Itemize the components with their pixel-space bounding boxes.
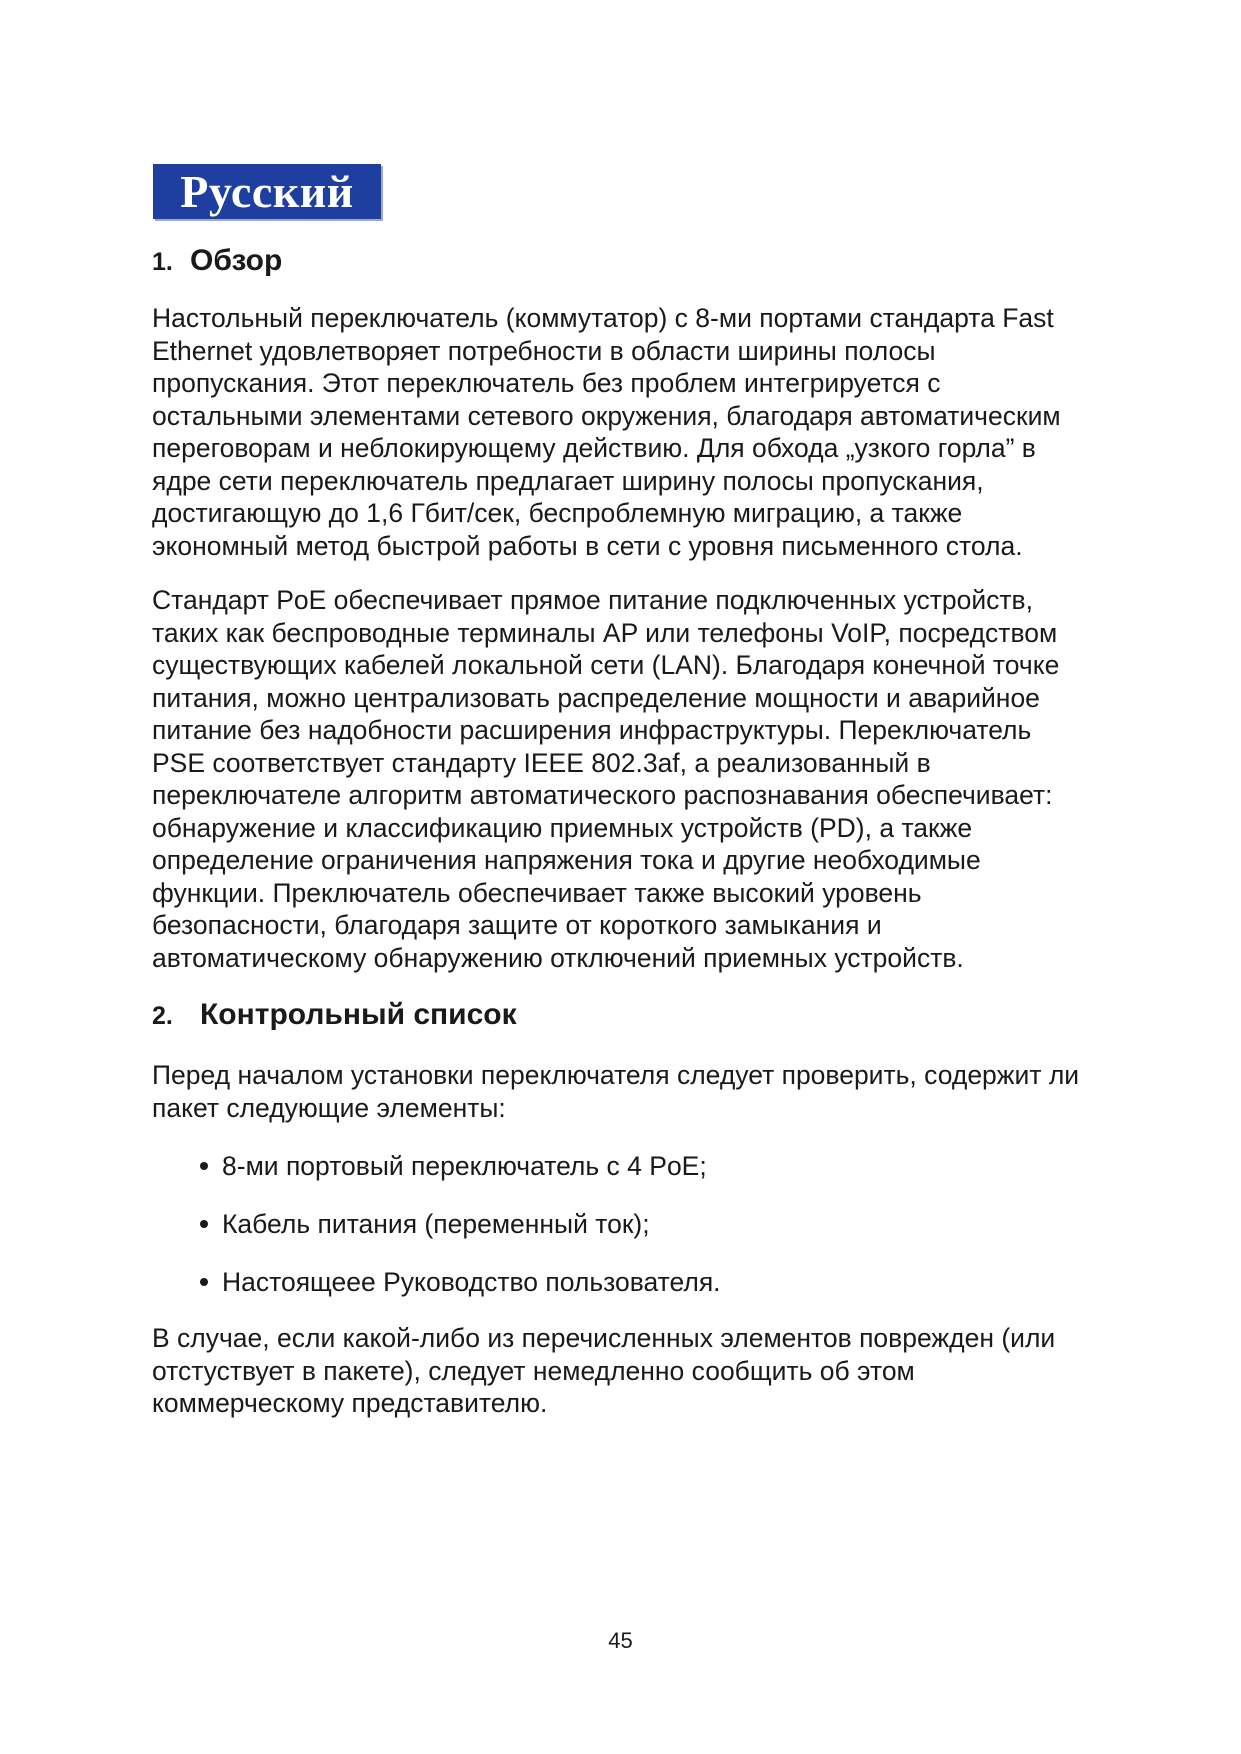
section-title: Контрольный список xyxy=(200,998,517,1031)
poe-paragraph: Стандарт PoE обеспечивает прямое питание подключенных устройств, таких как беспроводные терминалы AP или телефоны VoIP, посредством существующих кабелей локальной сети (LAN). Благодаря конечной точке питания, можно централизовать распределение мощности и аварийное питание без надобности расширения инфраструктуры. Переключатель PSE соответствует стандарту IEEE 802.3af, а реализованный в переключателе алгоритм автоматического распознавания обеспечивает: обнаружение и классификацию приемных устройств (PD), а также определение ограничения напряжения тока и другие необходимые функции. Преключатель обеспечивает также высокий уровень безопасности, благодаря защите от короткого замыкания и автоматическому обнаружению отключений приемных устройств. xyxy=(152,585,1060,973)
bullet-icon xyxy=(200,1278,208,1286)
section-title: Обзор xyxy=(190,244,283,277)
bullet-icon xyxy=(200,1162,208,1170)
list-item-text: Кабель питания (переменный ток); xyxy=(222,1209,650,1239)
checklist-outro: В случае, если какой-либо из перечисленных элементов поврежден (или отстуствует в пакете), следует немедленно сообщить об этом коммерческому представителю. xyxy=(152,1323,1056,1418)
list-item-text: 8-ми портовый переключатель с 4 PoE; xyxy=(222,1151,707,1181)
list-item xyxy=(200,1150,1087,1182)
language-banner xyxy=(153,164,381,219)
overview-paragraph: Настольный переключатель (коммутатор) с 8-ми портами стандарта Fast Ethernet удовлетворяет потребности в области ширины полосы пропускания. Этот переключатель без проблем интегрируется с остальными элементами сетевого окружения, благодаря автоматическим переговорам и неблокирующему действию. Для обхода „узкого горла” в ядре сети переключатель предлагает ширину полосы пропускания, достигающую до 1,6 Гбит/сек, беспроблемную миграцию, а также экономный метод быстрой работы в сети с уровня письменного стола. xyxy=(152,303,1061,561)
section-number: 1. xyxy=(152,248,173,276)
list-item xyxy=(200,1266,1087,1298)
package-contents-list xyxy=(152,1150,1087,1298)
section-number: 2. xyxy=(152,1002,173,1030)
page-number: 45 xyxy=(608,1628,633,1653)
checklist-intro: Перед началом установки переключателя следует проверить, содержит ли пакет следующие элементы: xyxy=(152,1060,1080,1123)
list-item-text: Настоящеее Руководство пользователя. xyxy=(222,1267,721,1297)
section-heading-overview xyxy=(152,243,1087,280)
bullet-icon xyxy=(200,1220,208,1228)
list-item xyxy=(200,1208,1087,1240)
page-content xyxy=(152,243,1087,1420)
language-label: Русский xyxy=(180,166,354,217)
section-heading-checklist xyxy=(152,997,1087,1034)
